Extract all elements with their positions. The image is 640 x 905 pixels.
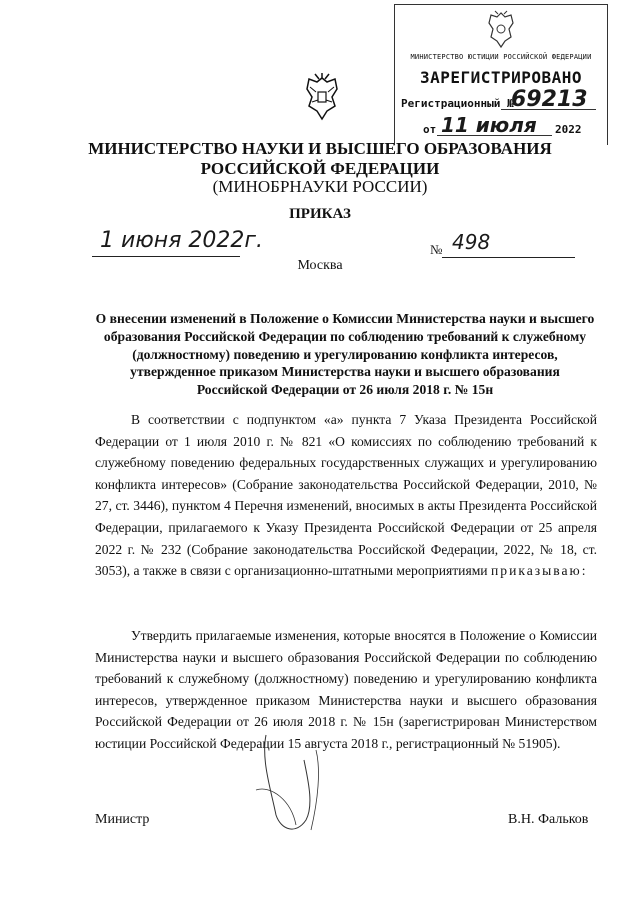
ministry-short-name: (МИНОБРНАУКИ РОССИИ) [212, 177, 428, 196]
stamp-date-line [423, 113, 603, 137]
coat-of-arms-icon [300, 72, 344, 122]
ministry-name [80, 139, 560, 179]
ministry-name-line1: МИНИСТЕРСТВО НАУКИ И ВЫСШЕГО ОБРАЗОВАНИЯ [88, 139, 552, 158]
order-word: приказываю: [491, 563, 588, 579]
paragraph-2-text: Утвердить прилагаемые изменения, которые вносятся в Положение о Комиссии Министерства науки и высшего образования Российской Федерации по соблюдению требований к служебному (должностному) поведению и урегулированию конфликта интересов, утвержденное приказом Министерства науки и высшего образования Российской Федерации от 26 июля 2018 г. № 15н (зарегистрирован Министерством юстиции Российской Федерации 15 августа 2018 г., регистрационный № 51905). [95, 628, 597, 751]
signature-icon [236, 730, 356, 840]
stamp-date-handwritten: 11 июля [441, 113, 537, 137]
coat-of-arms-icon [483, 9, 519, 49]
registration-stamp [394, 4, 608, 145]
city: Москва [297, 258, 343, 273]
stamp-ministry-name: МИНИСТЕРСТВО ЮСТИЦИИ РОССИЙСКОЙ ФЕДЕРАЦИИ [410, 53, 592, 61]
order-number: 498 [452, 230, 491, 254]
body-paragraph-1 [95, 409, 597, 582]
stamp-reg-label: Регистрационный № [401, 97, 514, 110]
stamp-status: ЗАРЕГИСТРИРОВАНО [419, 68, 583, 87]
stamp-reg-number: 69213 [511, 87, 588, 112]
stamp-registration-line [401, 87, 601, 112]
paragraph-1-text: В соответствии с подпунктом «а» пункта 7 Указа Президента Российской Федерации от 1 июля 2010 г. № 821 «О комиссиях по соблюдению требований к служебному поведению федеральных государственных служащих и урегулированию конфликта интересов» (Собрание законодательства Российской Федерации, 2010, № 27, ст. 3446), пунктом 4 Перечня изменений, вносимых в акты Президента Российской Федерации, прилагаемого к Указу Президента Российской Федерации от 25 апреля 2022 г. № 232 (Собрание законодательства Российской Федерации, 2022, № 18, ст. 3053), а также в связи с организационно-штатными мероприятиями [95, 412, 597, 579]
date-underline [92, 256, 240, 257]
ministry-name-line2: РОССИЙСКОЙ ФЕДЕРАЦИИ [200, 159, 440, 178]
order-subject: О внесении изменений в Положение о Комиссии Министерства науки и высшего образования Российской Федерации по соблюдению требований к служебному (должностному) поведению и урегулированию конфликта интересов, утвержденное приказом Министерства науки и высшего образования Российской Федерации от 26 июля 2018 г. № 15н [95, 311, 595, 398]
order-number-label: № [430, 242, 443, 257]
document-type: ПРИКАЗ [289, 206, 351, 222]
signer-name: В.Н. Фальков [508, 812, 589, 827]
order-date: 1 июня 2022г. [100, 228, 263, 253]
stamp-date-prefix: от [423, 123, 437, 136]
signer-title: Министр [95, 812, 150, 827]
stamp-date-year: 2022 [555, 123, 582, 136]
